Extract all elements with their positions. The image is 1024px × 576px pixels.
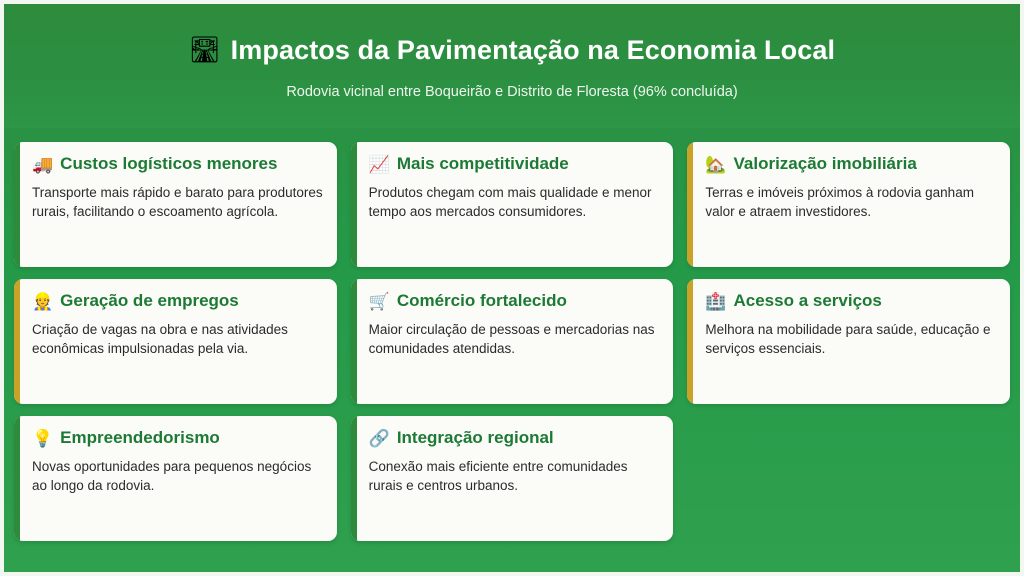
card-head <box>369 428 660 448</box>
card-head <box>32 154 323 174</box>
card-title: Valorização imobiliária <box>733 154 917 173</box>
link-icon: 🔗 <box>368 428 390 448</box>
empty-slot <box>687 416 1010 541</box>
title-row <box>189 35 835 66</box>
card-head <box>32 428 323 448</box>
card-text: Maior circulação de pessoas e mercadorias nas comunidades atendidas. <box>368 322 655 357</box>
card-text: Criação de vagas na obra e nas atividades econômicas impulsionadas pela via. <box>32 322 288 357</box>
impact-card <box>14 416 337 541</box>
card-title: Empreendedorismo <box>60 428 220 447</box>
impact-card <box>687 279 1010 404</box>
impact-card <box>351 142 674 267</box>
impact-card <box>351 416 674 541</box>
card-title: Mais competitividade <box>396 154 569 173</box>
impact-card <box>14 142 337 267</box>
card-head <box>369 154 660 174</box>
card-title: Custos logísticos menores <box>60 154 278 173</box>
card-text: Transporte mais rápido e barato para produtores rurais, facilitando o escoamento agrícola. <box>32 185 323 220</box>
card-title: Comércio fortalecido <box>396 291 567 310</box>
impact-card <box>351 279 674 404</box>
card-accent-bar <box>351 279 357 404</box>
card-head <box>705 291 996 311</box>
card-accent-bar <box>687 142 693 267</box>
card-text: Melhora na mobilidade para saúde, educação e serviços essenciais. <box>705 322 991 357</box>
cards-board <box>0 128 1024 576</box>
page-title: Impactos da Pavimentação na Economia Local <box>230 34 836 65</box>
card-text: Produtos chegam com mais qualidade e menor tempo aos mercados consumidores. <box>368 185 652 220</box>
hospital-icon: 🏥 <box>705 291 727 311</box>
page-subtitle: Rodovia vicinal entre Boqueirão e Distrito de Floresta (96% concluída) <box>286 83 738 100</box>
road-icon: 🛣 <box>188 35 221 64</box>
house-with-garden-icon: 🏡 <box>705 154 727 174</box>
truck-icon: 🚚 <box>32 154 54 174</box>
construction-worker-icon: 👷 <box>32 291 54 311</box>
card-accent-bar <box>687 279 693 404</box>
card-title: Acesso a serviços <box>733 291 882 310</box>
cards-grid <box>14 142 1010 541</box>
card-text: Conexão mais eficiente entre comunidades rurais e centros urbanos. <box>368 459 628 494</box>
shopping-cart-icon: 🛒 <box>368 291 390 311</box>
card-accent-bar <box>14 279 20 404</box>
card-text: Novas oportunidades para pequenos negócios ao longo da rodovia. <box>32 459 312 494</box>
card-accent-bar <box>14 142 20 267</box>
card-head <box>369 291 660 311</box>
card-title: Geração de empregos <box>60 291 239 310</box>
light-bulb-icon: 💡 <box>32 428 54 448</box>
card-title: Integração regional <box>396 428 554 447</box>
impact-card <box>687 142 1010 267</box>
card-accent-bar <box>14 416 20 541</box>
card-head <box>32 291 323 311</box>
card-head <box>705 154 996 174</box>
card-accent-bar <box>351 416 357 541</box>
chart-increasing-icon: 📈 <box>368 154 390 174</box>
impact-card <box>14 279 337 404</box>
card-text: Terras e imóveis próximos à rodovia ganham valor e atraem investidores. <box>705 185 974 220</box>
header <box>0 0 1024 128</box>
card-accent-bar <box>351 142 357 267</box>
